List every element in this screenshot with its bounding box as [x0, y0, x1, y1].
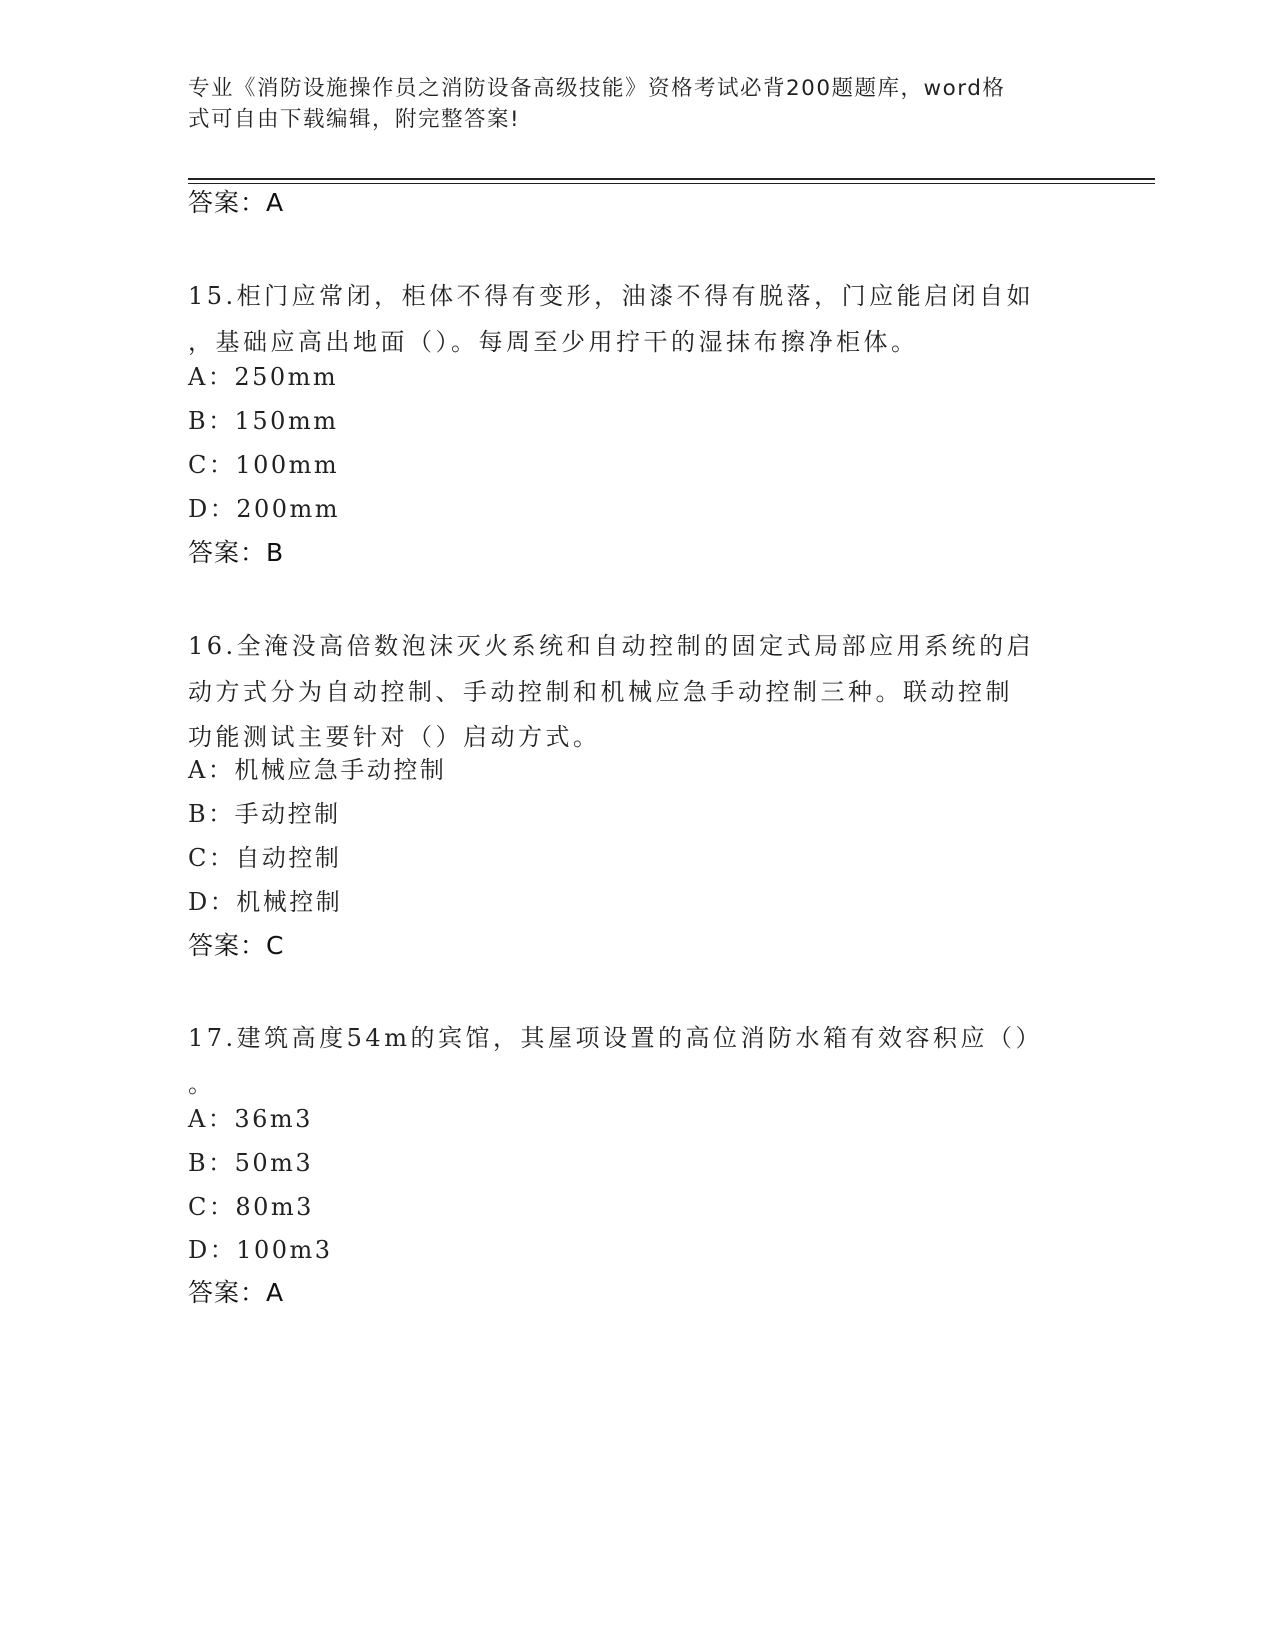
question-15-answer: 答案：B — [188, 538, 285, 567]
question-15-option-b: B：150mm — [188, 407, 339, 435]
question-line: 动方式分为自动控制、手动控制和机械应急手动控制三种。联动控制 — [188, 677, 1013, 706]
question-line: ，基础应高出地面（）。每周至少用拧干的湿抹布擦净柜体。 — [188, 327, 919, 356]
header-rule-thin — [188, 183, 1155, 184]
document-header — [188, 73, 1068, 135]
question-16-answer: 答案：C — [188, 931, 285, 960]
question-15-option-d: D：200mm — [188, 495, 341, 523]
header-rule-thick — [188, 178, 1155, 180]
question-17-option-b: B：50m3 — [188, 1149, 314, 1177]
question-line: 15.柜门应常闭，柜体不得有变形，油漆不得有脱落，门应能启闭自如 — [188, 282, 1035, 310]
question-16-option-a: A：机械应急手动控制 — [188, 756, 447, 784]
question-16-text — [188, 624, 1088, 761]
question-16-option-c: C：自动控制 — [188, 844, 342, 872]
question-line: 功能测试主要针对（）启动方式。 — [188, 723, 601, 751]
question-line: 。 — [188, 1069, 216, 1098]
question-16-option-b: B：手动控制 — [188, 800, 341, 828]
question-17-text — [188, 1016, 1088, 1107]
question-15-option-c: C：100mm — [188, 451, 340, 479]
question-15-option-a: A：250mm — [188, 363, 339, 391]
question-15-text — [188, 274, 1088, 365]
question-17-answer: 答案：A — [188, 1278, 285, 1307]
previous-answer: 答案：A — [188, 188, 285, 217]
question-17-option-a: A：36m3 — [188, 1105, 313, 1133]
question-17-option-d: D：100m3 — [188, 1236, 333, 1264]
question-line: 16.全淹没高倍数泡沫灭火系统和自动控制的固定式局部应用系统的启 — [188, 632, 1035, 660]
header-line-1: 专业《消防设施操作员之消防设备高级技能》资格考试必背200题题库，word格 — [188, 76, 1006, 101]
header-line-2: 式可自由下载编辑，附完整答案! — [188, 107, 521, 132]
question-line: 17.建筑高度54m的宾馆，其屋项设置的高位消防水箱有效容积应（） — [188, 1024, 1043, 1052]
question-16-option-d: D：机械控制 — [188, 888, 343, 916]
question-17-option-c: C：80m3 — [188, 1193, 314, 1221]
